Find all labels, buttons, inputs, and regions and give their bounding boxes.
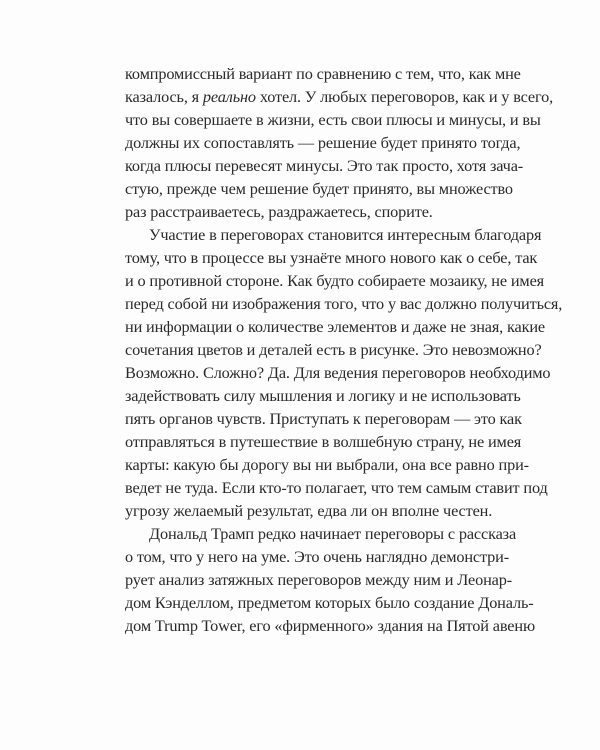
- text-span: хотел. У любых переговоров, как и у всего,: [255, 87, 554, 106]
- text-span: казалось, я: [125, 87, 203, 106]
- text-line: угрозу желаемый результат, едва ли он вполне честен.: [125, 501, 493, 520]
- text-line: перед собой ни изображения того, что у вас должно получиться,: [125, 294, 563, 313]
- text-line: раз расстраиваетесь, раздражаетесь, спорите.: [125, 202, 433, 221]
- text-line: дом Trump Tower, его «фирменного» здания на Пятой авеню: [125, 616, 535, 635]
- text-line: что вы совершаете в жизни, есть свои плюсы и минусы, и вы: [125, 110, 541, 129]
- text-line: пять органов чувств. Приступать к переговорам — это как: [125, 409, 522, 428]
- text-line: и о противной стороне. Как будто собираете мозаику, не имея: [125, 271, 544, 290]
- text-line: о том, что у него на уме. Это очень наглядно демонстри-: [125, 547, 509, 566]
- text-line: отправляться в путешествие в волшебную страну, не имея: [125, 432, 522, 451]
- text-line: рует анализ затяжных переговоров между ним и Леонар-: [125, 570, 512, 589]
- paragraph-first-line: Дональд Трамп редко начинает переговоры с рассказа: [149, 524, 517, 543]
- italic-emphasis: реально: [202, 87, 256, 106]
- text-line: [125, 85, 554, 109]
- text-line: дом Кэнделлом, предметом которых было создание Дональ-: [125, 593, 534, 612]
- text-line: задействовать силу мышления и логику и не использовать: [125, 386, 521, 405]
- text-line: стую, прежде чем решение будет принято, вы множество: [125, 179, 513, 198]
- text-line: когда плюсы перевесят минусы. Это так просто, хотя зача-: [125, 156, 524, 175]
- text-line: сочетания цветов и деталей есть в рисунке. Это невозможно?: [125, 340, 542, 359]
- text-line: тому, что в процессе вы узнаёте много нового как о себе, так: [125, 248, 538, 267]
- paragraph-first-line: Участие в переговорах становится интересным благодаря: [149, 225, 542, 244]
- text-line: Возможно. Сложно? Да. Для ведения переговоров необходимо: [125, 363, 551, 382]
- text-line: ведет не туда. Если кто-то полагает, что тем самым ставит под: [125, 478, 548, 497]
- text-line: ни информации о количестве элементов и даже не зная, какие: [125, 317, 546, 336]
- text-line: должны их сопоставлять — решение будет принято тогда,: [125, 133, 521, 152]
- text-line: карты: какую бы дорогу вы ни выбрали, она все равно при-: [125, 455, 529, 474]
- text-line: компромиссный вариант по сравнению с тем, что, как мне: [125, 64, 521, 83]
